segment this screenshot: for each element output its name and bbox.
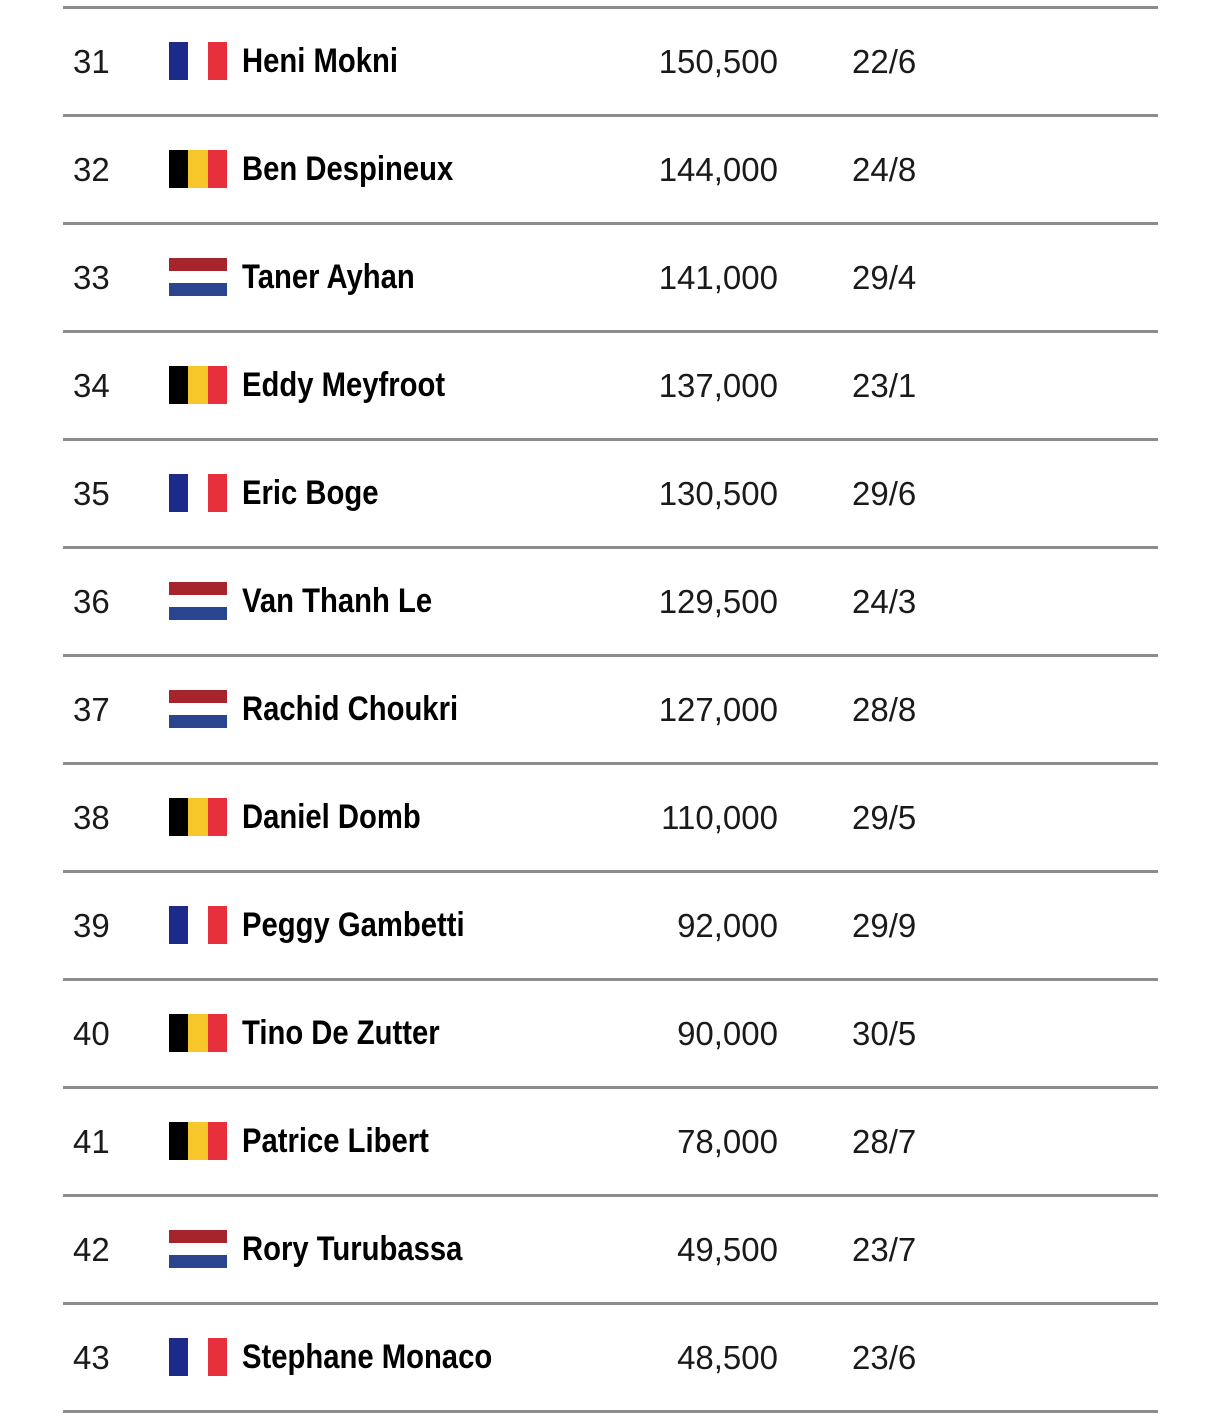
stat-cell: 29/6 bbox=[852, 475, 917, 512]
ranking-table bbox=[63, 6, 1158, 1413]
stat-cell: 29/5 bbox=[852, 799, 917, 836]
rank-cell: 32 bbox=[73, 151, 110, 188]
rank-cell: 34 bbox=[73, 367, 110, 404]
player-name: Peggy Gambetti bbox=[242, 906, 465, 944]
player-name: Rachid Choukri bbox=[242, 690, 459, 728]
country-flag-icon bbox=[169, 42, 227, 80]
player-name: Taner Ayhan bbox=[242, 258, 415, 296]
player-name: Rory Turubassa bbox=[242, 1230, 463, 1268]
rank-cell: 42 bbox=[73, 1231, 110, 1268]
stat-cell: 28/8 bbox=[852, 691, 917, 728]
rank-cell: 41 bbox=[73, 1123, 110, 1160]
table-row[interactable] bbox=[63, 225, 1158, 333]
stat-cell: 22/6 bbox=[852, 43, 917, 80]
player-name: Eric Boge bbox=[242, 474, 379, 512]
table-row[interactable] bbox=[63, 333, 1158, 441]
stat-cell: 23/6 bbox=[852, 1339, 917, 1376]
points-cell: 78,000 bbox=[677, 1123, 778, 1160]
rank-cell: 33 bbox=[73, 259, 110, 296]
rank-cell: 36 bbox=[73, 583, 110, 620]
points-cell: 49,500 bbox=[677, 1231, 778, 1268]
table-row[interactable] bbox=[63, 1197, 1158, 1305]
country-flag-icon bbox=[169, 906, 227, 944]
table-row[interactable] bbox=[63, 657, 1158, 765]
stat-cell: 29/9 bbox=[852, 907, 917, 944]
stat-cell: 23/7 bbox=[852, 1231, 917, 1268]
points-cell: 130,500 bbox=[658, 475, 778, 512]
points-cell: 150,500 bbox=[658, 43, 778, 80]
country-flag-icon bbox=[169, 1338, 227, 1376]
country-flag-icon bbox=[169, 474, 227, 512]
player-name: Tino De Zutter bbox=[242, 1014, 440, 1052]
country-flag-icon bbox=[169, 582, 227, 620]
table-row[interactable] bbox=[63, 549, 1158, 657]
stat-cell: 24/3 bbox=[852, 583, 917, 620]
table-row[interactable] bbox=[63, 981, 1158, 1089]
table-row[interactable] bbox=[63, 117, 1158, 225]
player-name: Daniel Domb bbox=[242, 798, 421, 836]
country-flag-icon bbox=[169, 1230, 227, 1268]
points-cell: 110,000 bbox=[661, 799, 778, 836]
points-cell: 141,000 bbox=[658, 259, 778, 296]
points-cell: 129,500 bbox=[658, 583, 778, 620]
player-name: Patrice Libert bbox=[242, 1122, 429, 1160]
points-cell: 137,000 bbox=[658, 367, 778, 404]
country-flag-icon bbox=[169, 1122, 227, 1160]
rank-cell: 35 bbox=[73, 475, 110, 512]
stat-cell: 23/1 bbox=[852, 367, 917, 404]
points-cell: 144,000 bbox=[658, 151, 778, 188]
rank-cell: 43 bbox=[73, 1339, 110, 1376]
table-row[interactable] bbox=[63, 1089, 1158, 1197]
rank-cell: 37 bbox=[73, 691, 110, 728]
points-cell: 127,000 bbox=[658, 691, 778, 728]
table-row[interactable] bbox=[63, 765, 1158, 873]
stat-cell: 24/8 bbox=[852, 151, 917, 188]
points-cell: 90,000 bbox=[677, 1015, 778, 1052]
country-flag-icon bbox=[169, 690, 227, 728]
country-flag-icon bbox=[169, 366, 227, 404]
country-flag-icon bbox=[169, 1014, 227, 1052]
table-row[interactable] bbox=[63, 441, 1158, 549]
table-row[interactable] bbox=[63, 9, 1158, 117]
player-name: Stephane Monaco bbox=[242, 1338, 493, 1376]
player-name: Ben Despineux bbox=[242, 150, 454, 188]
stat-cell: 29/4 bbox=[852, 259, 917, 296]
table-row[interactable] bbox=[63, 1305, 1158, 1413]
rank-cell: 31 bbox=[73, 43, 110, 80]
country-flag-icon bbox=[169, 798, 227, 836]
player-name: Eddy Meyfroot bbox=[242, 366, 446, 404]
points-cell: 92,000 bbox=[677, 907, 778, 944]
player-name: Heni Mokni bbox=[242, 42, 398, 80]
rank-cell: 39 bbox=[73, 907, 110, 944]
stat-cell: 28/7 bbox=[852, 1123, 917, 1160]
stat-cell: 30/5 bbox=[852, 1015, 917, 1052]
country-flag-icon bbox=[169, 150, 227, 188]
table-row[interactable] bbox=[63, 873, 1158, 981]
country-flag-icon bbox=[169, 258, 227, 296]
points-cell: 48,500 bbox=[677, 1339, 778, 1376]
rank-cell: 38 bbox=[73, 799, 110, 836]
player-name: Van Thanh Le bbox=[242, 582, 433, 620]
rank-cell: 40 bbox=[73, 1015, 110, 1052]
